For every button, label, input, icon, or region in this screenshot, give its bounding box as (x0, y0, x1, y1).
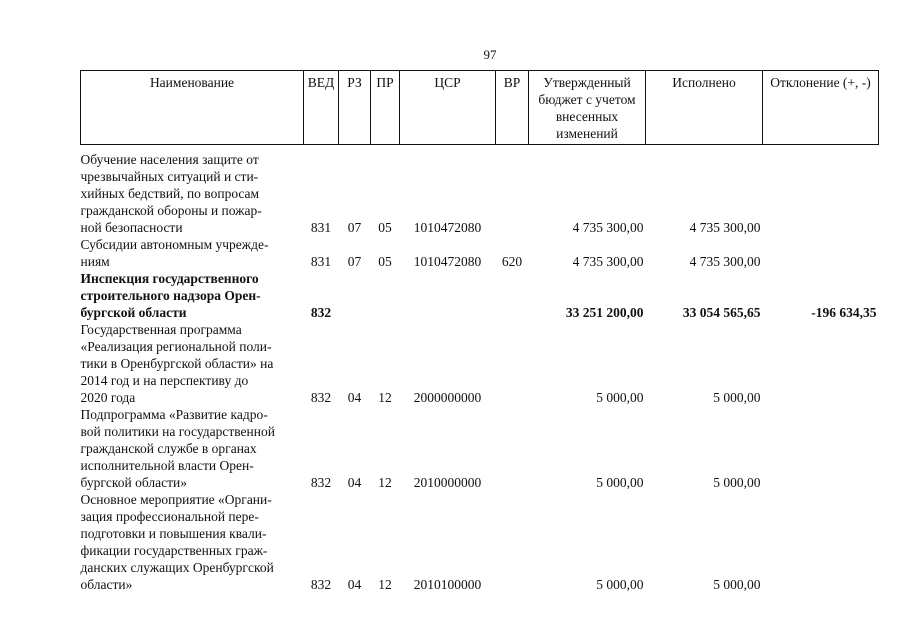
table-body (81, 145, 879, 594)
row-csr: 1010472080 (413, 220, 482, 235)
row-ved: 831 (310, 220, 332, 235)
row-rz: 07 (347, 220, 362, 235)
row-name-line: ниям (80, 254, 110, 269)
row-vr (496, 491, 529, 593)
row-vr (496, 321, 529, 406)
row-csr: 1010472080 (413, 254, 482, 269)
row-deviation (763, 321, 879, 406)
row-name-line: гражданской службе в органах (80, 441, 257, 456)
row-name-line: зация профессиональной пере- (80, 509, 259, 524)
row-vr (496, 406, 529, 491)
row-name (81, 145, 304, 237)
row-csr: 2010000000 (413, 475, 482, 490)
header-executed: Исполнено (646, 71, 763, 145)
row-deviation (763, 236, 879, 270)
row-name-line: вой политики на государственной (80, 424, 275, 439)
table-row (81, 321, 879, 406)
row-pr: 12 (378, 390, 392, 405)
row-name-line: данских служащих Оренбургской (80, 560, 274, 575)
row-plan: 4 735 300,00 (572, 254, 644, 269)
row-name-line: хийных бедствий, по вопросам (80, 186, 260, 201)
row-pr: 12 (378, 475, 392, 490)
row-rz (339, 270, 371, 321)
row-ved: 832 (310, 577, 332, 592)
table-row (81, 270, 879, 321)
row-name-line: 2014 год и на перспективу до (80, 373, 249, 388)
budget-execution-table (80, 70, 879, 593)
row-name-line: тики в Оренбургской области» на (80, 356, 274, 371)
row-ved: 831 (310, 254, 332, 269)
row-plan: 33 251 200,00 (565, 305, 644, 320)
row-deviation: -196 634,35 (811, 305, 877, 320)
row-name-line: фикации государственных граж- (80, 543, 268, 558)
row-name (81, 406, 304, 491)
row-pr: 05 (378, 220, 392, 235)
row-deviation (763, 491, 879, 593)
row-name-line: области» (80, 577, 133, 592)
row-pr: 12 (378, 577, 392, 592)
header-vr: ВР (496, 71, 529, 145)
row-name-line: «Реализация региональной поли- (80, 339, 272, 354)
row-name (81, 270, 304, 321)
row-ved: 832 (310, 305, 332, 320)
header-rz: РЗ (339, 71, 371, 145)
row-name-line: ной безопасности (80, 220, 183, 235)
row-name-line: бургской области» (80, 475, 187, 490)
header-plan: Утвержденный бюджет с учетом внесенных изменений (529, 71, 646, 145)
row-executed: 5 000,00 (713, 475, 761, 490)
row-rz: 04 (347, 475, 362, 490)
row-name (81, 491, 304, 593)
table-row (81, 491, 879, 593)
row-deviation (763, 145, 879, 237)
page-number: 97 (483, 47, 497, 62)
header-deviation: Отклонение (+, -) (763, 71, 879, 145)
row-plan: 5 000,00 (596, 390, 644, 405)
row-executed: 4 735 300,00 (689, 254, 761, 269)
row-executed: 4 735 300,00 (689, 220, 761, 235)
row-vr (496, 270, 529, 321)
row-name-line: гражданской обороны и пожар- (80, 203, 262, 218)
row-rz: 04 (347, 390, 362, 405)
row-name (81, 236, 304, 270)
header-name: Наименование (81, 71, 304, 145)
table-row (81, 236, 879, 270)
row-vr: 620 (501, 254, 523, 269)
row-executed: 5 000,00 (713, 577, 761, 592)
row-name-line: Основное мероприятие «Органи- (80, 492, 272, 507)
row-ved: 832 (310, 475, 332, 490)
row-vr (496, 145, 529, 237)
table-header-row (81, 71, 879, 145)
row-name-line: Обучение населения защите от (80, 152, 259, 167)
row-pr: 05 (378, 254, 392, 269)
row-name-line: Инспекция государственного (80, 271, 259, 286)
row-name-line: Подпрограмма «Развитие кадро- (80, 407, 268, 422)
row-rz: 04 (347, 577, 362, 592)
row-executed: 5 000,00 (713, 390, 761, 405)
row-csr: 2010100000 (413, 577, 482, 592)
row-name-line: 2020 года (80, 390, 136, 405)
table-row (81, 145, 879, 237)
row-deviation (763, 406, 879, 491)
row-name (81, 321, 304, 406)
row-name-line: подготовки и повышения квали- (80, 526, 267, 541)
row-plan: 5 000,00 (596, 577, 644, 592)
row-pr (371, 270, 400, 321)
header-pr: ПР (371, 71, 400, 145)
row-plan: 4 735 300,00 (572, 220, 644, 235)
row-csr: 2000000000 (413, 390, 482, 405)
row-name-line: бургской области (80, 305, 187, 320)
row-name-line: исполнительной власти Орен- (80, 458, 254, 473)
row-ved: 832 (310, 390, 332, 405)
row-name-line: чрезвычайных ситуаций и сти- (80, 169, 259, 184)
header-ved: ВЕД (304, 71, 339, 145)
row-plan: 5 000,00 (596, 475, 644, 490)
row-executed: 33 054 565,65 (682, 305, 761, 320)
row-name-line: Государственная программа (80, 322, 242, 337)
header-csr: ЦСР (400, 71, 496, 145)
row-rz: 07 (347, 254, 362, 269)
table-row (81, 406, 879, 491)
row-name-line: строительного надзора Орен- (80, 288, 261, 303)
row-csr (400, 270, 496, 321)
row-name-line: Субсидии автономным учрежде- (80, 237, 269, 252)
